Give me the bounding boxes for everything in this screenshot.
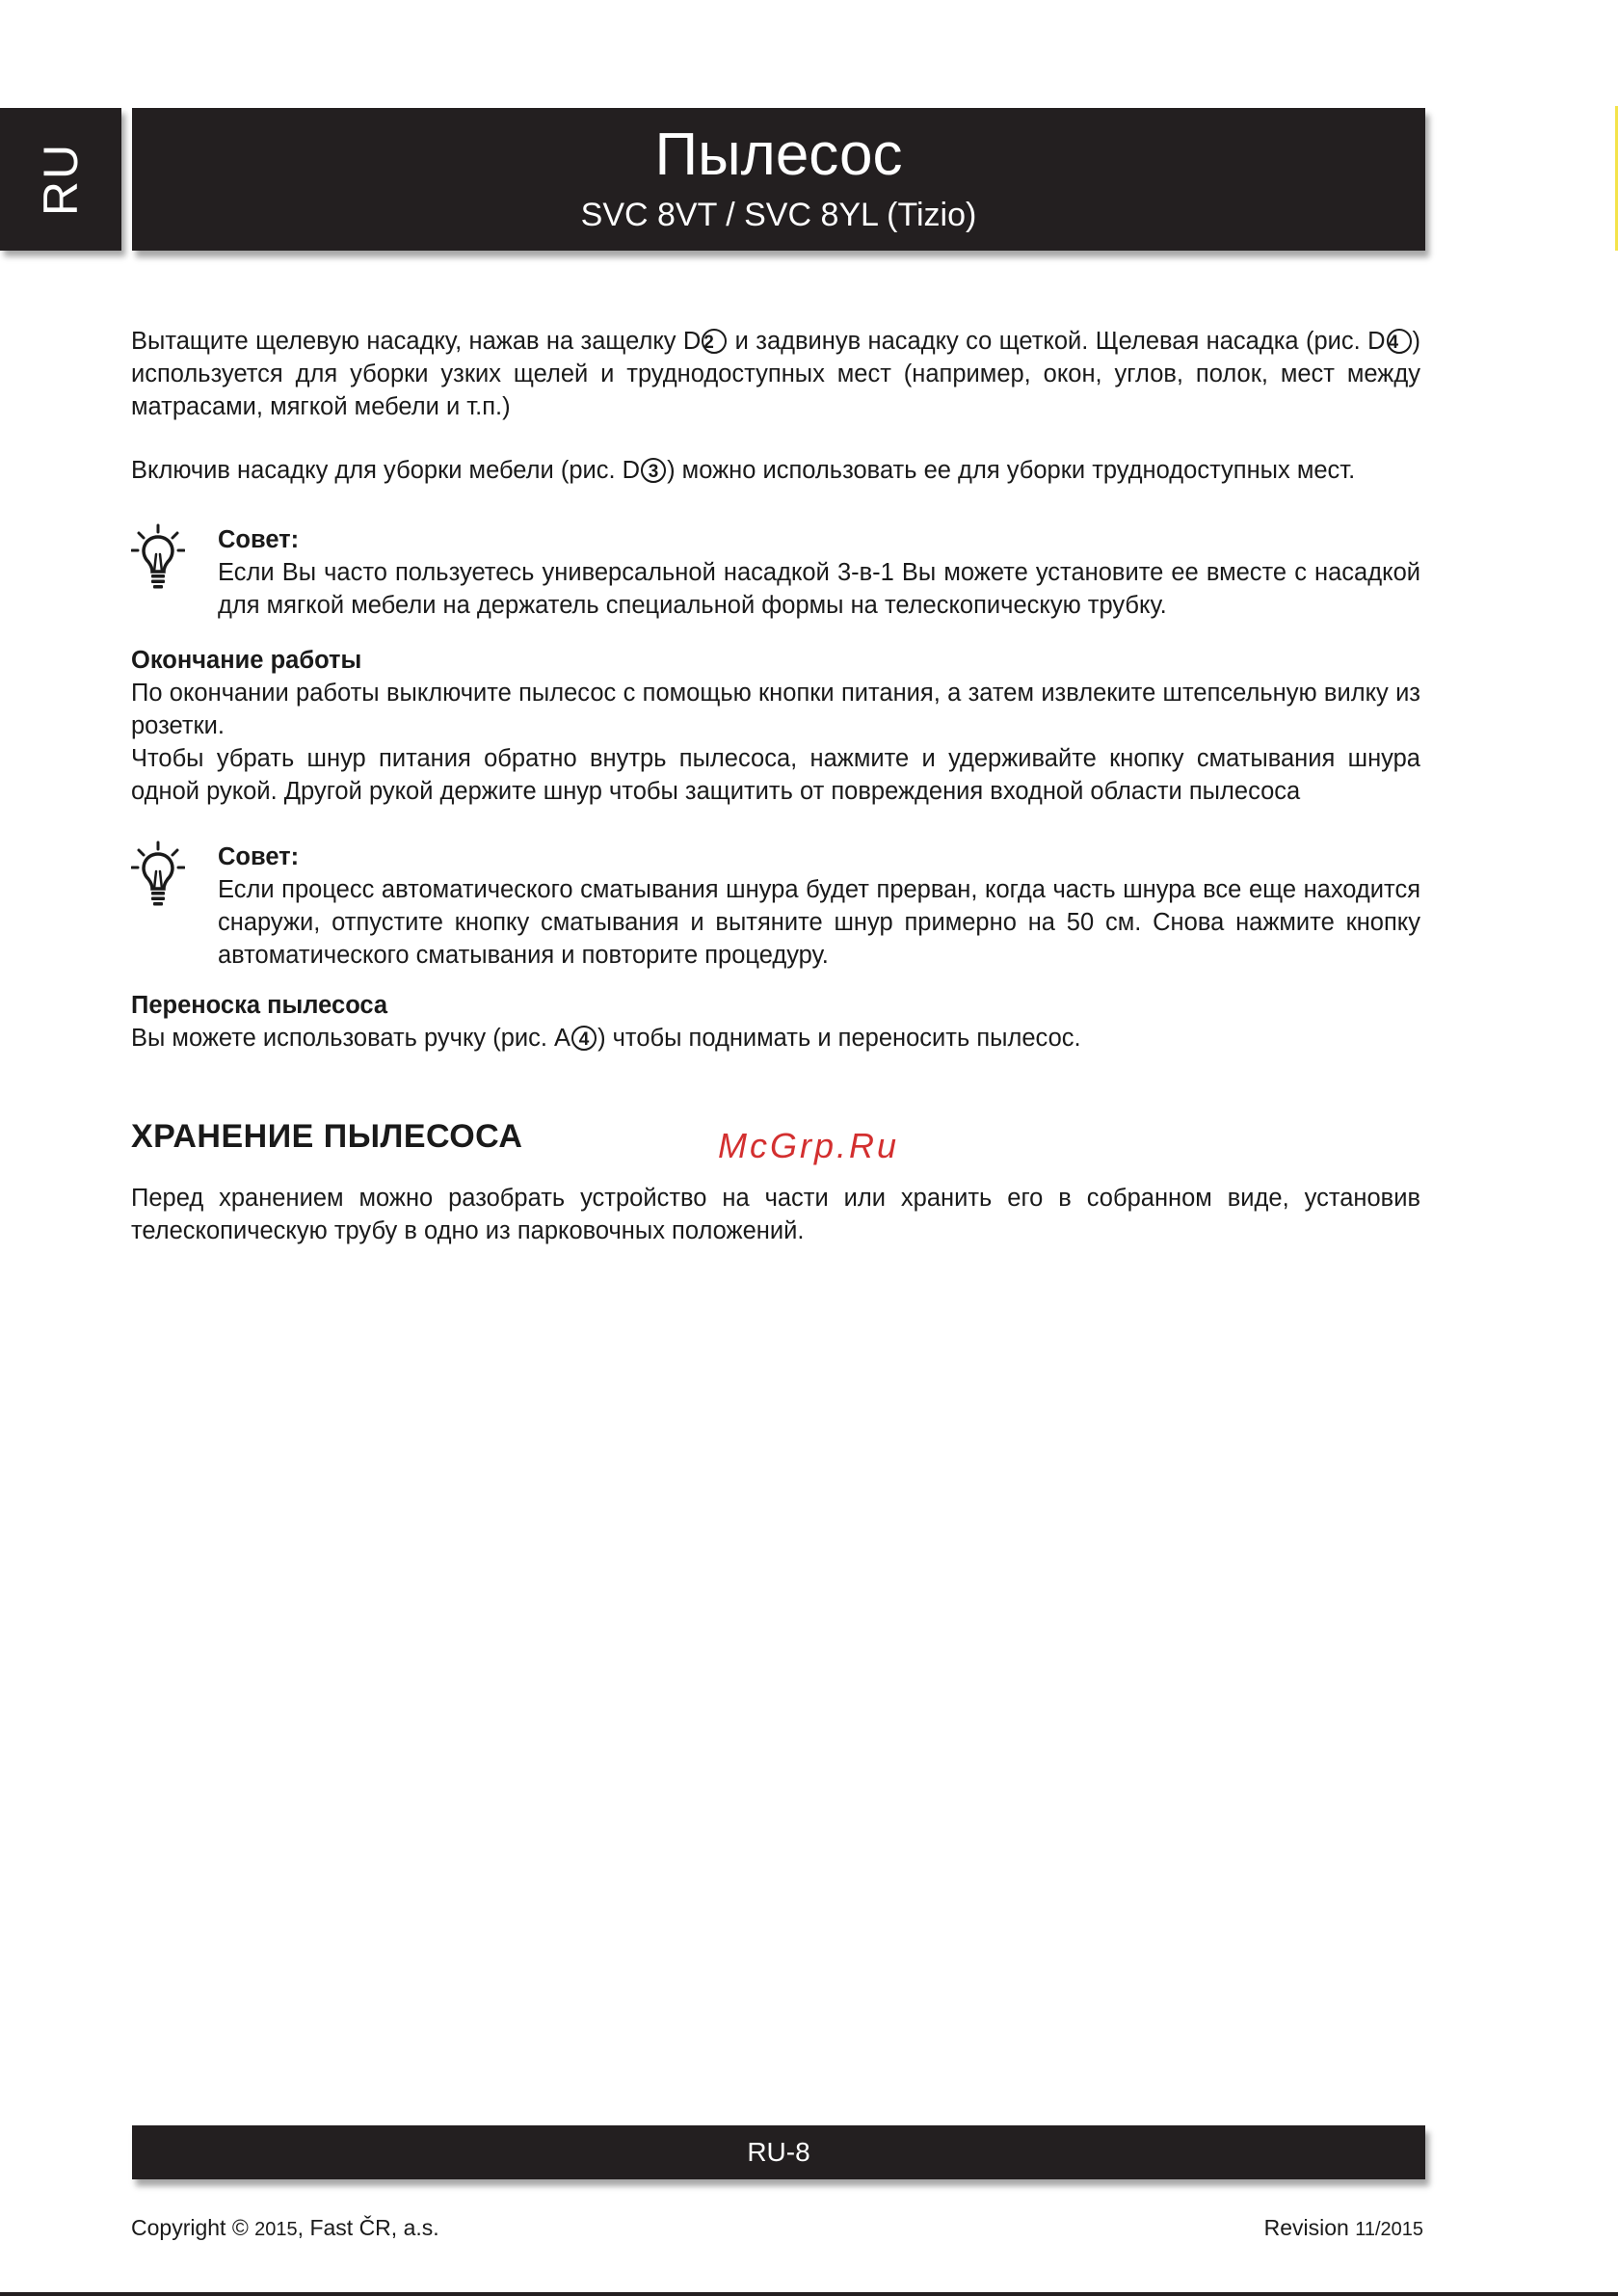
page-title: Пылесос: [654, 121, 903, 188]
storage-heading: ХРАНЕНИЕ ПЫЛЕСОСА: [131, 1118, 523, 1155]
tip-box: [131, 841, 1420, 969]
section-text: По окончании работы выключите пылесос с помощью кнопки питания, а затем извлеките штепсельную вилку из розетки.: [131, 680, 1420, 739]
section-carry: [131, 989, 1420, 1055]
tip-text: Если процесс автоматического сматывания шнура будет прерван, когда часть шнура все еще находится снаружи, отпустите кнопку сматывания и вытяните шнур примерно на 50 см. Снова нажмите кнопку автоматического сматывания и повторите процедуру.: [218, 876, 1420, 969]
tip-title: Совет:: [218, 526, 300, 553]
paragraph-furniture-nozzle: Включив насадку для уборки мебели (рис. D 3 ) можно использовать ее для уборки труднодоступных мест.: [131, 457, 1356, 484]
watermark: McGrp.Ru: [718, 1126, 900, 1165]
figure-marker: 2: [702, 329, 727, 354]
page-number-bar: [132, 2125, 1425, 2179]
tip-box: [131, 523, 1420, 629]
language-tab: [0, 108, 121, 251]
section-text: Вы можете использовать ручку (рис. А 4 ) чтобы поднимать и переносить пылесос.: [131, 1025, 1081, 1052]
section-finish: [131, 644, 1420, 808]
page-subtitle: SVC 8VT / SVC 8YL (Tizio): [580, 197, 977, 233]
title-bar: [132, 108, 1425, 251]
tip-title: Совет:: [218, 843, 300, 870]
lightbulb-icon: [131, 523, 185, 593]
paragraph-crevice-nozzle: Вытащите щелевую насадку, нажав на защелку D 2 и задвинув насадку со щеткой. Щелевая насадка (рис. D 4 ) используется для уборки узких щелей и труднодоступных мест (например, окон, углов, полок, мест между матрасами, мягкой мебели и т.п.): [131, 328, 1420, 420]
lightbulb-icon: [131, 841, 185, 910]
bottom-divider: [0, 2292, 1618, 2296]
tip-text: Если Вы часто пользуетесь универсальной насадкой 3-в-1 Вы можете установите ее вместе с насадкой для мягкой мебели на держатель специальной формы на телескопическую трубку.: [218, 559, 1420, 619]
section-heading: Окончание работы: [131, 647, 362, 674]
figure-marker: 4: [571, 1026, 597, 1051]
language-code: RU: [34, 142, 88, 217]
section-text: Чтобы убрать шнур питания обратно внутрь пылесоса, нажмите и удерживайте кнопку сматывания шнура одной рукой. Другой рукой держите шнур чтобы защитить от повреждения входной области пылесоса: [131, 745, 1420, 805]
figure-marker: 3: [641, 458, 666, 483]
copyright: Copyright © 2015, Fast ČR, a.s.: [131, 2215, 439, 2240]
page-number: RU-8: [747, 2137, 810, 2167]
section-heading: Переноска пылесоса: [131, 992, 388, 1019]
figure-marker: 4: [1387, 329, 1412, 354]
revision: Revision 11/2015: [1263, 2215, 1423, 2240]
storage-text: Перед хранением можно разобрать устройство на части или хранить его в собранном виде, установив телескопическую трубу в одно из парковочных положений.: [131, 1185, 1420, 1244]
